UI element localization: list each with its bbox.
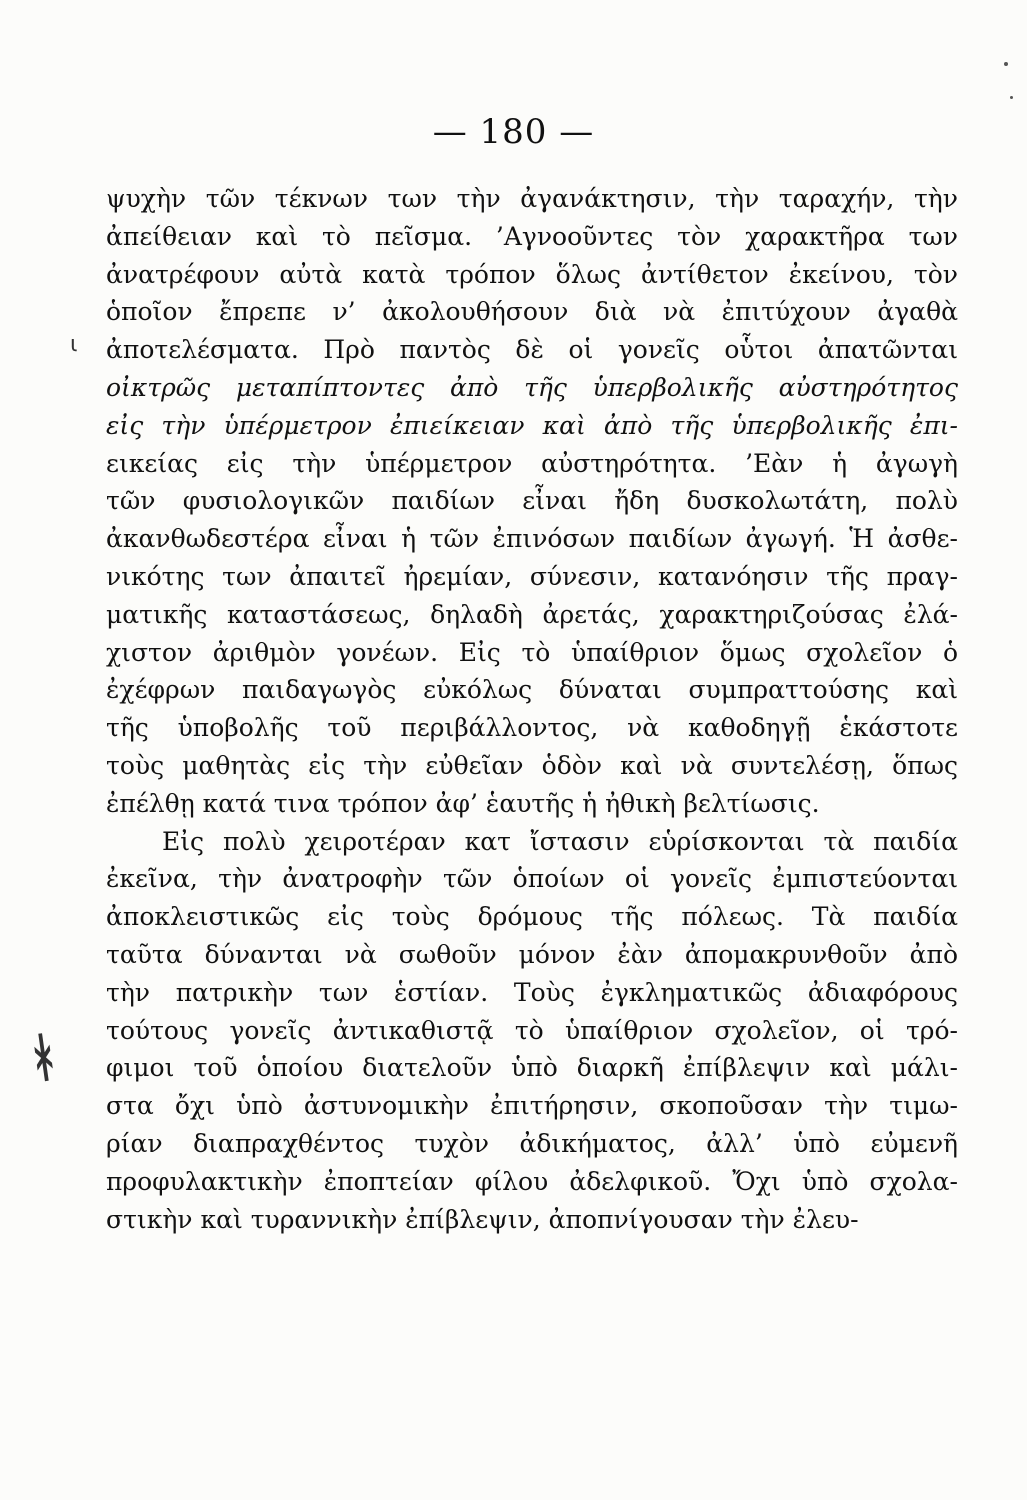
body-text [106, 180, 958, 1238]
text-line: ψυχὴν τῶν τέκνων των τὴν ἀγανάκτησιν, τὴν ταραχήν, τὴν [106, 184, 958, 213]
text-line: ἀκανθωδεστέρα εἶναι ἡ τῶν ἐπινόσων παιδίων ἀγωγή. Ἡ ἀσθε- [106, 524, 958, 554]
text-line: τὴν πατρικὴν των ἑστίαν. Τοὺς ἐγκληματικῶς ἀδιαφόρους [106, 977, 958, 1007]
text-line: ὁποῖον ἔπρεπε ν’ ἀκολουθήσουν διὰ νὰ ἐπιτύχουν ἀγαθὰ [106, 297, 958, 327]
page-number: — 180 — [432, 112, 595, 152]
text-line: ἀποτελέσματα. Πρὸ παντὸς δὲ οἱ γονεῖς οὗτοι ἀπατῶνται [106, 335, 958, 365]
text-line: τῆς ὑποβολῆς τοῦ περιβάλλοντος, νὰ καθοδηγῇ ἑκάστοτε [106, 713, 958, 743]
text-line: ἀνατρέφουν αὐτὰ κατὰ τρόπον ὅλως ἀντίθετον ἐκείνου, τὸν [106, 259, 958, 289]
edge-speck [1004, 62, 1008, 66]
text-line: φιμοι τοῦ ὁποίου διατελοῦν ὑπὸ διαρκῆ ἐπίβλεψιν καὶ μάλι- [106, 1053, 958, 1083]
text-line: Εἰς πολὺ χειροτέραν κατ ἴστασιν εὑρίσκονται τὰ παιδία [162, 826, 958, 856]
text-line: ἀπείθειαν καὶ τὸ πεῖσμα. ’Αγνοοῦντες τὸν χαρακτῆρα των [106, 221, 958, 251]
text-line: οἰκτρῶς μεταπίπτοντες ἀπὸ τῆς ὑπερβολικῆς αὐστηρότητος [106, 372, 958, 402]
text-line: ἐπέλθῃ κατά τινα τρόπον ἀφ’ ἑαυτῆς ἡ ἠθικὴ βελτίωσις. [106, 788, 820, 818]
text-line: ρίαν διαπραχθέντος τυχὸν ἀδικήματος, ἀλλ’ ὑπὸ εὐμενῆ [106, 1128, 958, 1158]
margin-handwritten-mark: ᚼ [23, 1026, 64, 1090]
text-line: τῶν φυσιολογικῶν παιδίων εἶναι ἤδη δυσκολωτάτη, πολὺ [106, 486, 958, 516]
text-line: ματικῆς καταστάσεως, δηλαδὴ ἀρετάς, χαρακτηριζούσας ἐλά- [106, 599, 958, 629]
text-line: στα ὄχι ὑπὸ ἀστυνομικὴν ἐπιτήρησιν, σκοποῦσαν τὴν τιμω- [106, 1091, 958, 1121]
text-line: εικείας εἰς τὴν ὑπέρμετρον αὐστηρότητα. ’Εὰν ἡ ἀγωγὴ [106, 448, 958, 478]
text-line: τούτους γονεῖς ἀντικαθιστᾷ τὸ ὑπαίθριον σχολεῖον, οἱ τρό- [106, 1015, 958, 1045]
text-line: ἐκεῖνα, τὴν ἀνατροφὴν τῶν ὁποίων οἱ γονεῖς ἐμπιστεύονται [106, 864, 958, 894]
text-line: εἰς τὴν ὑπέρμετρον ἐπιείκειαν καὶ ἀπὸ τῆς ὑπερβολικῆς ἐπι- [106, 410, 958, 440]
margin-pencil-mark: ι [70, 332, 78, 357]
text-line: τοὺς μαθητὰς εἰς τὴν εὐθεῖαν ὁδὸν καὶ νὰ συντελέσῃ, ὅπως [106, 750, 958, 780]
text-line: ἀποκλειστικῶς εἰς τοὺς δρόμους τῆς πόλεως. Τὰ παιδία [106, 902, 958, 932]
text-line: ταῦτα δύνανται νὰ σωθοῦν μόνον ἐὰν ἀπομακρυνθοῦν ἀπὸ [106, 939, 958, 969]
text-line: ἐχέφρων παιδαγωγὸς εὐκόλως δύναται συμπραττούσης καὶ [106, 675, 958, 705]
edge-speck [1010, 96, 1013, 99]
text-line: στικὴν καὶ τυραννικὴν ἐπίβλεψιν, ἀποπνίγουσαν τὴν ἐλευ- [106, 1204, 859, 1234]
text-line: νικότης των ἀπαιτεῖ ἠρεμίαν, σύνεσιν, κατανόησιν τῆς πραγ- [106, 561, 958, 591]
text-line: χιστον ἀριθμὸν γονέων. Εἰς τὸ ὑπαίθριον ὅμως σχολεῖον ὁ [106, 637, 958, 667]
text-line: προφυλακτικὴν ἐποπτείαν φίλου ἀδελφικοῦ. Ὄχι ὑπὸ σχολα- [106, 1166, 958, 1196]
